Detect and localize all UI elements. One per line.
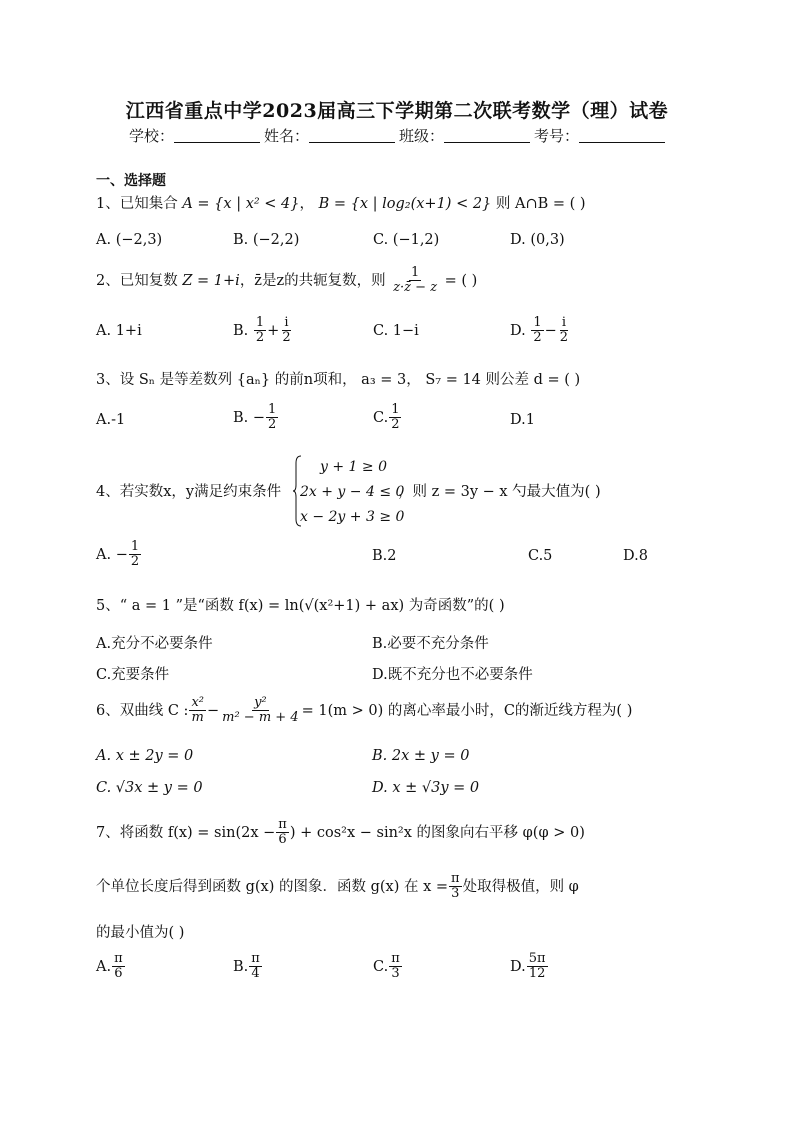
q5-option-b: B.必要不充分条件 (372, 636, 489, 652)
q6-frac1 (189, 696, 206, 726)
q2-d-num2: i (561, 315, 566, 330)
q7-f-den: 6 (278, 832, 287, 848)
q6-prefix: 6、双曲线 C : (96, 702, 189, 719)
question-6-stem: 6、双曲线 C : $\frac{\text{x²}}{m}$ − $\frac{\text{y²}}{\text{m² − m + 4}}$ = 1(m > 0) 的离心率最小时，C的渐近线方程为( ) (96, 695, 633, 726)
q3-option-a: A.-1 (96, 412, 126, 428)
q7-d-num: 5π (528, 951, 546, 966)
q7-d-frac (527, 952, 548, 982)
student-info-line (0, 125, 794, 146)
q2-d-num1: 1 (533, 315, 542, 330)
q2-prefix: 2、已知复数 (96, 272, 178, 289)
q4-a-num: 1 (130, 539, 140, 554)
q4-option-c: C.5 (528, 548, 553, 564)
constraint-2: 2x + y − 4 ≤ 0 (300, 484, 405, 500)
q2-option-c: C. 1−i (373, 323, 419, 339)
q5-option-a: A.充分不必要条件 (96, 636, 213, 652)
q1-option-d: D. (0,3) (510, 232, 565, 248)
q2-b-frac1 (254, 316, 266, 346)
q6-suffix: = 1(m > 0) 的离心率最小时，C的渐近线方程为( ) (301, 702, 633, 719)
q2-b-frac2 (280, 316, 292, 346)
q7-a-frac (112, 952, 125, 982)
question-4-prefix: 4、若实数x，y满足约束条件 (96, 484, 282, 500)
q7-d-den: 12 (528, 966, 546, 982)
q7-l2-prefix: 个单位长度后得到函数 g(x) 的图象．函数 g(x) 在 x = (96, 878, 449, 895)
q2-b-label: B. (233, 322, 249, 339)
q7-b-num: π (251, 951, 260, 966)
q2-fraction (391, 266, 439, 296)
q2-b-den2: 2 (282, 330, 291, 346)
q7-option-b (233, 952, 263, 982)
q3-option-c (373, 403, 402, 433)
q2-frac-num: 1 (410, 265, 420, 280)
q7-a-num: π (114, 951, 123, 966)
q2-b-num1: 1 (255, 315, 265, 330)
q2-d-frac2 (558, 316, 570, 346)
q3-option-d: D.1 (510, 412, 535, 428)
q3-b-den: 2 (268, 417, 277, 433)
question-1-stem (96, 192, 586, 213)
q7-c-num: π (391, 951, 400, 966)
q1-sep: ， (299, 196, 314, 212)
q4-a-den: 2 (130, 554, 140, 570)
constraint-system (300, 455, 404, 530)
q2-d-label: D. (510, 322, 526, 339)
q6-option-c: C. √3x ± y = 0 (96, 780, 203, 796)
q7-c-label: C. (373, 958, 389, 975)
q7-b-label: B. (233, 958, 249, 975)
q1-option-b: B. (−2,2) (233, 232, 300, 248)
q1-option-a: A. (−2,3) (96, 232, 163, 248)
q2-b-op: + (267, 322, 280, 339)
name-blank[interactable] (309, 128, 395, 143)
q7-option-d (510, 952, 549, 982)
q6-f2-den: m² − m + 4 (222, 710, 299, 726)
q7-l2-frac (449, 872, 462, 902)
q6-option-a: A. x ± 2y = 0 (96, 748, 194, 764)
constraint-1: y + 1 ≥ 0 (320, 459, 387, 475)
q3-c-num: 1 (391, 402, 400, 417)
q7-b-den: 4 (251, 966, 260, 982)
question-3-stem: 3、设 Sₙ 是等差数列 {aₙ} 的前n项和， a₃ = 3， S₇ = 14 则公差 d = ( ) (96, 372, 581, 388)
q6-option-b: B. 2x ± y = 0 (372, 748, 470, 764)
q5-option-c: C.充要条件 (96, 667, 170, 683)
constraint-3: x − 2y + 3 ≥ 0 (300, 509, 405, 525)
q3-c-den: 2 (391, 417, 400, 433)
name-label: 姓名： (263, 127, 309, 145)
q2-mid: ，z̄是z的共轭复数，则 (239, 272, 386, 289)
q7-suffix: ) + cos²x − sin²x 的图象向右平移 φ(φ > 0) (289, 824, 585, 841)
q6-f1-num: x² (191, 695, 204, 710)
q6-option-d: D. x ± √3y = 0 (372, 780, 480, 796)
question-2-stem (96, 266, 477, 296)
q6-f1-den: m (191, 710, 204, 726)
class-blank[interactable] (444, 128, 530, 143)
q7-prefix: 7、将函数 f(x) = sin(2x − (96, 824, 276, 841)
q4-a-label: A. − (96, 546, 128, 563)
q3-option-b (233, 403, 279, 433)
q1-set-a: A = {x | x² < 4} (182, 196, 300, 212)
q7-a-label: A. (96, 958, 112, 975)
q7-option-a (96, 952, 126, 982)
q7-option-c (373, 952, 403, 982)
q7-c-frac (389, 952, 402, 982)
question-7-line-1 (96, 818, 585, 848)
q6-f2-num: y² (254, 695, 267, 710)
q1-option-c: C. (−1,2) (373, 232, 440, 248)
q6-frac2 (220, 696, 300, 726)
question-5-stem: 5、“ a = 1 ”是“函数 f(x) = ln(√(x²+1) + ax) 为奇函数”的( ) (96, 598, 505, 614)
q2-option-a: A. 1+i (96, 323, 142, 339)
q2-suffix: = ( ) (444, 272, 478, 289)
q2-b-den1: 2 (255, 330, 265, 346)
q7-d-label: D. (510, 958, 526, 975)
q3-b-num: 1 (268, 402, 277, 417)
q7-l2-num: π (451, 871, 460, 886)
q3-c-label: C. (373, 409, 389, 426)
q2-frac-den: z·z̄ − z (393, 280, 438, 296)
q1-suffix: 则 A∩B = ( ) (495, 196, 586, 212)
q4-option-d: D.8 (623, 548, 648, 564)
q4-option-b: B.2 (372, 548, 397, 564)
q3-c-frac (389, 403, 401, 433)
exam-no-label: 考号： (534, 127, 580, 145)
section-heading: 一、选择题 (96, 173, 166, 189)
q2-option-d (510, 316, 571, 346)
q7-l2-suffix: 处取得极值，则 φ (462, 878, 579, 895)
class-label: 班级： (399, 127, 445, 145)
q7-a-den: 6 (114, 966, 123, 982)
q7-frac (276, 818, 289, 848)
q1-set-b: B = {x | log₂(x+1) < 2} (318, 196, 492, 212)
q2-d-op: − (544, 322, 557, 339)
q5-option-d: D.既不充分也不必要条件 (372, 667, 533, 683)
q4-option-a (96, 540, 142, 570)
q2-d-den1: 2 (533, 330, 542, 346)
q7-c-den: 3 (391, 966, 400, 982)
q2-b-num2: i (284, 315, 289, 330)
q2-d-den2: 2 (559, 330, 569, 346)
q7-b-frac (249, 952, 262, 982)
q1-prefix: 1、已知集合 (96, 196, 178, 212)
page-title: 江西省重点中学2023届高三下学期第二次联考数学（理）试卷 (125, 100, 669, 122)
question-7-line-2 (96, 872, 579, 902)
q2-z: Z = 1+i (182, 272, 240, 289)
q4-a-frac (129, 540, 141, 570)
q7-l2-den: 3 (451, 886, 460, 902)
school-blank[interactable] (174, 128, 260, 143)
q7-f-num: π (278, 817, 287, 832)
question-7-line-3: 的最小值为( ) (96, 925, 185, 941)
q3-b-label: B. − (233, 409, 266, 426)
q2-option-b (233, 316, 294, 346)
exam-no-blank[interactable] (579, 128, 665, 143)
q2-d-frac1 (531, 316, 543, 346)
q3-b-frac (266, 403, 278, 433)
school-label: 学校： (128, 127, 174, 145)
question-4-suffix: ，则 z = 3y − x 勺最大值为( ) (398, 484, 601, 500)
